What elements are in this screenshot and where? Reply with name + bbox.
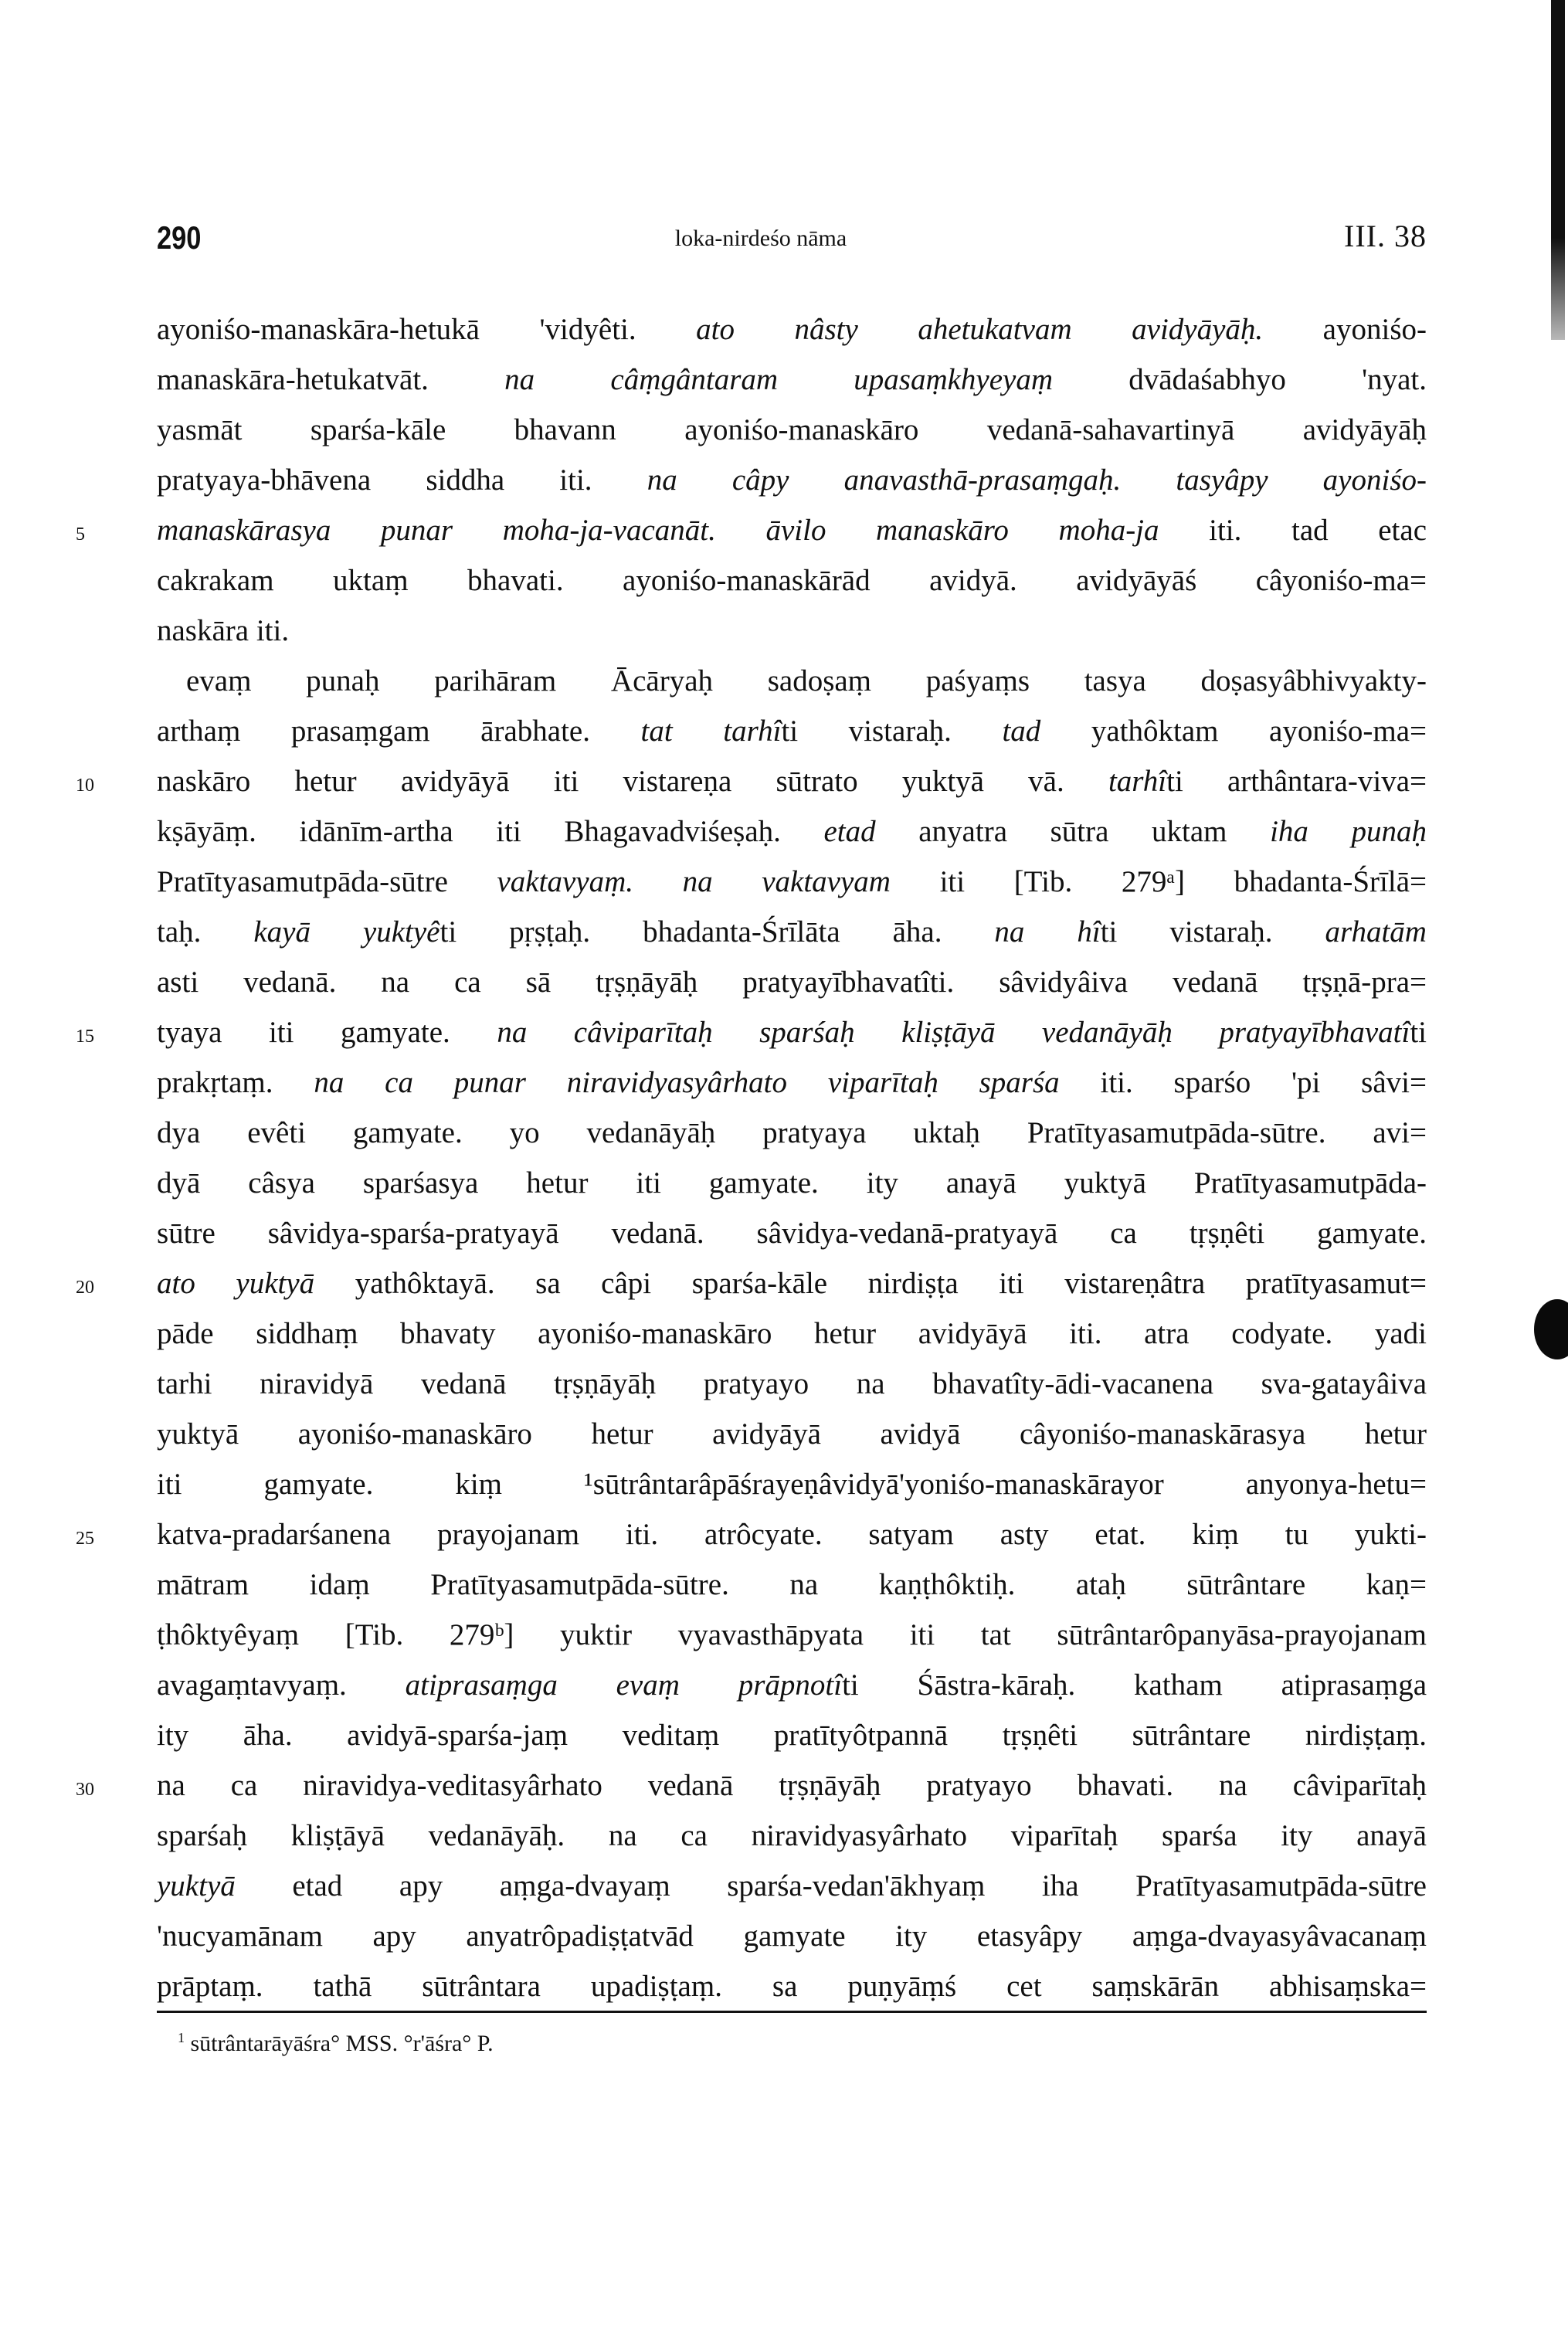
line-content bbox=[157, 1710, 1427, 1760]
line-content bbox=[157, 405, 1427, 455]
text-line bbox=[157, 1560, 1427, 1610]
text-segment: mātram idaṃ Pratītyasamutpāda-sūtre. na kaṇṭhôktiḥ. ataḥ sūtrântare kaṇ= bbox=[157, 1568, 1427, 1601]
text-segment: yuktyā ayoniśo-manaskāro hetur avidyāyā avidyā câyoniśo-manaskārasya hetur bbox=[157, 1417, 1427, 1451]
line-content bbox=[157, 455, 1427, 505]
italic-segment: vaktavyaṃ. bbox=[497, 865, 633, 898]
text-line bbox=[157, 1158, 1427, 1208]
text-segment: naskāra iti. bbox=[157, 614, 290, 647]
text-segment: prakṛtaṃ. bbox=[157, 1066, 314, 1099]
text-segment: anyatra sūtra uktam bbox=[875, 815, 1271, 848]
text-segment: yathôktam ayoniśo-ma= bbox=[1040, 714, 1427, 748]
text-line bbox=[76, 1258, 1427, 1308]
text-segment: na ca niravidya-veditasyârhato vedanā tṛṣṇāyāḥ pratyayo bhavati. na câviparītaḥ bbox=[157, 1769, 1427, 1802]
italic-segment: manaskārasya punar moha-ja-vacanāt. āvilo manaskāro moha-ja bbox=[157, 514, 1159, 547]
italic-segment: kayā yuktyê bbox=[253, 915, 440, 949]
line-content bbox=[157, 1409, 1427, 1459]
italic-segment: etad bbox=[823, 815, 876, 848]
line-content bbox=[157, 1509, 1427, 1560]
text-line bbox=[157, 1459, 1427, 1509]
text-segment: ayoniśo- bbox=[1263, 313, 1427, 346]
text-segment: taḥ. bbox=[157, 915, 254, 949]
text-line bbox=[157, 957, 1427, 1007]
footnote-marker: 1 bbox=[178, 2030, 185, 2045]
text-line bbox=[157, 806, 1427, 857]
italic-segment: yuktyā bbox=[157, 1869, 236, 1902]
text-line bbox=[157, 1811, 1427, 1861]
italic-segment: na vaktavyam bbox=[682, 865, 891, 898]
text-segment: iti. tad etac bbox=[1159, 514, 1427, 547]
scan-edge-shadow bbox=[1551, 0, 1565, 340]
line-content bbox=[157, 505, 1427, 555]
text-segment: dvādaśabhyo 'nyat. bbox=[1053, 363, 1427, 396]
line-content bbox=[157, 304, 1427, 355]
text-line bbox=[157, 1961, 1427, 2011]
text-line bbox=[157, 1308, 1427, 1359]
text-segment: pratyaya-bhāvena siddha iti. bbox=[157, 463, 647, 497]
line-content bbox=[157, 806, 1427, 857]
line-content bbox=[157, 1961, 1427, 2011]
running-title-text: loka-nirdeśo nāma bbox=[674, 226, 847, 251]
text-segment: pāde siddhaṃ bhavaty ayoniśo-manaskāro hetur avidyāyā iti. atra codyate. yadi bbox=[157, 1317, 1427, 1350]
text-segment bbox=[633, 865, 683, 898]
text-segment: ti pṛṣṭaḥ. bhadanta-Śrīlāta āha. bbox=[440, 915, 995, 949]
text-line bbox=[157, 907, 1427, 957]
line-content bbox=[157, 1811, 1427, 1861]
text-segment: etad apy aṃga-dvayaṃ sparśa-vedan'ākhyaṃ iha Pratītyasamutpāda-sūtre bbox=[235, 1869, 1427, 1902]
text-segment: ayoniśo-manaskāra-hetukā 'vidyêti. bbox=[157, 313, 697, 346]
line-number: 30 bbox=[76, 1780, 94, 1800]
line-content bbox=[157, 1861, 1427, 1911]
text-segment: iti gamyate. kiṃ ¹sūtrântarâpāśrayeṇâvidyā'yoniśo-manaskārayor anyonya-hetu= bbox=[157, 1468, 1427, 1501]
text-line bbox=[76, 505, 1427, 555]
text-segment: avagaṃtavyaṃ. bbox=[157, 1668, 406, 1702]
text-segment: cakrakam uktaṃ bhavati. ayoniśo-manaskārād avidyā. avidyāyāś câyoniśo-ma= bbox=[157, 564, 1427, 597]
text-segment: naskāro hetur avidyāyā iti vistareṇa sūtrato yuktyā vā. bbox=[157, 765, 1108, 798]
italic-segment: na ca punar niravidyasyârhato viparītaḥ sparśa bbox=[314, 1066, 1060, 1099]
text-segment: sparśaḥ kliṣṭāyā vedanāyāḥ. na ca niravidyasyârhato viparītaḥ sparśa ity anayā bbox=[157, 1819, 1427, 1852]
line-content bbox=[157, 1108, 1427, 1158]
running-title bbox=[0, 226, 1568, 252]
text-line bbox=[157, 1057, 1427, 1108]
footnote-text: sūtrântarāyāśra° MSS. °r'āśra° P. bbox=[185, 2031, 494, 2056]
line-content bbox=[157, 1911, 1427, 1961]
text-line bbox=[157, 1861, 1427, 1911]
italic-segment: na câviparītaḥ sparśaḥ kliṣṭāyā vedanāyāḥ pratyayībhavatî bbox=[497, 1016, 1410, 1049]
text-line bbox=[157, 304, 1427, 355]
text-line bbox=[76, 756, 1427, 806]
text-segment: sūtre sâvidya-sparśa-pratyayā vedanā. sâvidya-vedanā-pratyayā ca tṛṣṇêti gamyate. bbox=[157, 1217, 1427, 1250]
italic-segment: na hî bbox=[994, 915, 1101, 949]
section-reference: III. 38 bbox=[1344, 219, 1427, 253]
line-content bbox=[157, 1158, 1427, 1208]
text-segment: iti [Tib. 279ᵃ] bhadanta-Śrīlā= bbox=[890, 865, 1427, 898]
line-number: 25 bbox=[76, 1529, 94, 1549]
line-content bbox=[157, 1660, 1427, 1710]
italic-segment: iha punaḥ bbox=[1270, 815, 1427, 848]
text-line bbox=[157, 1610, 1427, 1660]
line-number: 5 bbox=[76, 524, 85, 545]
line-content bbox=[157, 957, 1427, 1007]
text-segment: Pratītyasamutpāda-sūtre bbox=[157, 865, 497, 898]
text-segment: ti Śāstra-kāraḥ. katham atiprasaṃga bbox=[842, 1668, 1427, 1702]
italic-segment: ato nâsty ahetukatvam avidyāyāḥ. bbox=[696, 313, 1264, 346]
text-line bbox=[157, 1108, 1427, 1158]
line-content bbox=[157, 606, 1427, 656]
text-segment: ti arthântara-viva= bbox=[1166, 765, 1427, 798]
line-content bbox=[157, 1057, 1427, 1108]
text-line bbox=[157, 606, 1427, 656]
italic-segment: atiprasaṃga evaṃ prāpnotî bbox=[405, 1668, 843, 1702]
text-line bbox=[157, 656, 1427, 706]
text-segment: dya evêti gamyate. yo vedanāyāḥ pratyaya uktaḥ Pratītyasamutpāda-sūtre. avi= bbox=[157, 1116, 1427, 1149]
text-line bbox=[76, 1760, 1427, 1811]
line-content bbox=[157, 756, 1427, 806]
text-segment: tarhi niravidyā vedanā tṛṣṇāyāḥ pratyayo na bhavatîty-ādi-vacanena sva-gatayâiva bbox=[157, 1367, 1427, 1400]
text-segment: arthaṃ prasaṃgam ārabhate. bbox=[157, 714, 641, 748]
text-segment: manaskāra-hetukatvāt. bbox=[157, 363, 505, 396]
line-content bbox=[157, 706, 1427, 756]
line-content bbox=[157, 1560, 1427, 1610]
page-number: 290 bbox=[157, 219, 202, 256]
text-line bbox=[157, 405, 1427, 455]
text-segment: iti. sparśo 'pi sâvi= bbox=[1059, 1066, 1427, 1099]
text-line bbox=[157, 1208, 1427, 1258]
text-line bbox=[157, 1911, 1427, 1961]
text-segment: evaṃ punaḥ parihāram Ācāryaḥ sadoṣaṃ paśyaṃs tasya doṣasyâbhivyakty- bbox=[186, 664, 1427, 698]
line-content bbox=[157, 555, 1427, 606]
line-content bbox=[157, 1258, 1427, 1308]
body-text bbox=[76, 304, 1427, 2011]
line-content bbox=[157, 1007, 1427, 1057]
text-segment: prāptaṃ. tathā sūtrântara upadiṣṭaṃ. sa puṇyāṃś cet saṃskārān abhisaṃska= bbox=[157, 1970, 1427, 2003]
italic-segment: tarhî bbox=[1108, 765, 1167, 798]
scan-ink-blot bbox=[1534, 1299, 1568, 1359]
text-segment: ṭhôktyêyaṃ [Tib. 279ᵇ] yuktir vyavasthāpyata iti tat sūtrântarôpanyāsa-prayojanam bbox=[157, 1618, 1427, 1651]
line-content bbox=[157, 355, 1427, 405]
line-content bbox=[157, 1610, 1427, 1660]
text-line bbox=[157, 857, 1427, 907]
text-line bbox=[157, 1359, 1427, 1409]
text-segment: kṣāyāṃ. idānīm-artha iti Bhagavadviśeṣaḥ. bbox=[157, 815, 824, 848]
text-segment: katva-pradarśanena prayojanam iti. atrôcyate. satyam asty etat. kiṃ tu yukti- bbox=[157, 1518, 1427, 1551]
text-line bbox=[157, 1660, 1427, 1710]
italic-segment: na câṃgântaram upasaṃkhyeyaṃ bbox=[504, 363, 1054, 396]
line-content bbox=[157, 1459, 1427, 1509]
text-segment: tyaya iti gamyate. bbox=[157, 1016, 497, 1049]
text-segment: yathôktayā. sa câpi sparśa-kāle nirdiṣṭa iti vistareṇâtra pratītyasamut= bbox=[314, 1267, 1427, 1300]
italic-segment: tat tarhî bbox=[640, 714, 782, 748]
text-line bbox=[76, 1007, 1427, 1057]
line-content bbox=[157, 1760, 1427, 1811]
line-content bbox=[157, 857, 1427, 907]
text-segment: yasmāt sparśa-kāle bhavann ayoniśo-manaskāro vedanā-sahavartinyā avidyāyāḥ bbox=[157, 413, 1427, 446]
text-segment: ti bbox=[1410, 1016, 1427, 1049]
italic-segment: tad bbox=[1002, 714, 1041, 748]
line-content bbox=[157, 907, 1427, 957]
text-segment: ity āha. avidyā-sparśa-jaṃ veditaṃ pratītyôtpannā tṛṣṇêti sūtrântare nirdiṣṭaṃ. bbox=[157, 1719, 1427, 1752]
text-segment: 'nucyamānam apy anyatrôpadiṣṭatvād gamyate ity etasyâpy aṃga-dvayasyâvacanaṃ bbox=[157, 1919, 1427, 1953]
line-number: 10 bbox=[76, 776, 94, 796]
text-segment: dyā câsya sparśasya hetur iti gamyate. ity anayā yuktyā Pratītyasamutpāda- bbox=[157, 1166, 1427, 1200]
text-line bbox=[157, 355, 1427, 405]
line-number: 20 bbox=[76, 1278, 94, 1298]
line-content bbox=[157, 1359, 1427, 1409]
text-line bbox=[157, 1710, 1427, 1760]
italic-segment: ato yuktyā bbox=[157, 1267, 315, 1300]
text-line bbox=[157, 455, 1427, 505]
text-segment: asti vedanā. na ca sā tṛṣṇāyāḥ pratyayībhavatîti. sâvidyâiva vedanā tṛṣṇā-pra= bbox=[157, 966, 1427, 999]
text-line bbox=[76, 1509, 1427, 1560]
italic-segment: na câpy anavasthā-prasaṃgaḥ. tasyâpy ayoniśo- bbox=[647, 463, 1427, 497]
line-number: 15 bbox=[76, 1027, 94, 1047]
footnote-rule bbox=[157, 2011, 1427, 2013]
text-line bbox=[157, 1409, 1427, 1459]
line-content bbox=[157, 1308, 1427, 1359]
text-segment: ti vistaraḥ. bbox=[781, 714, 1003, 748]
line-content bbox=[186, 656, 1427, 706]
line-content bbox=[157, 1208, 1427, 1258]
text-line bbox=[157, 555, 1427, 606]
text-segment: ti vistaraḥ. bbox=[1100, 915, 1325, 949]
footnote bbox=[178, 2030, 494, 2057]
text-line bbox=[157, 706, 1427, 756]
italic-segment: arhatām bbox=[1325, 915, 1427, 949]
